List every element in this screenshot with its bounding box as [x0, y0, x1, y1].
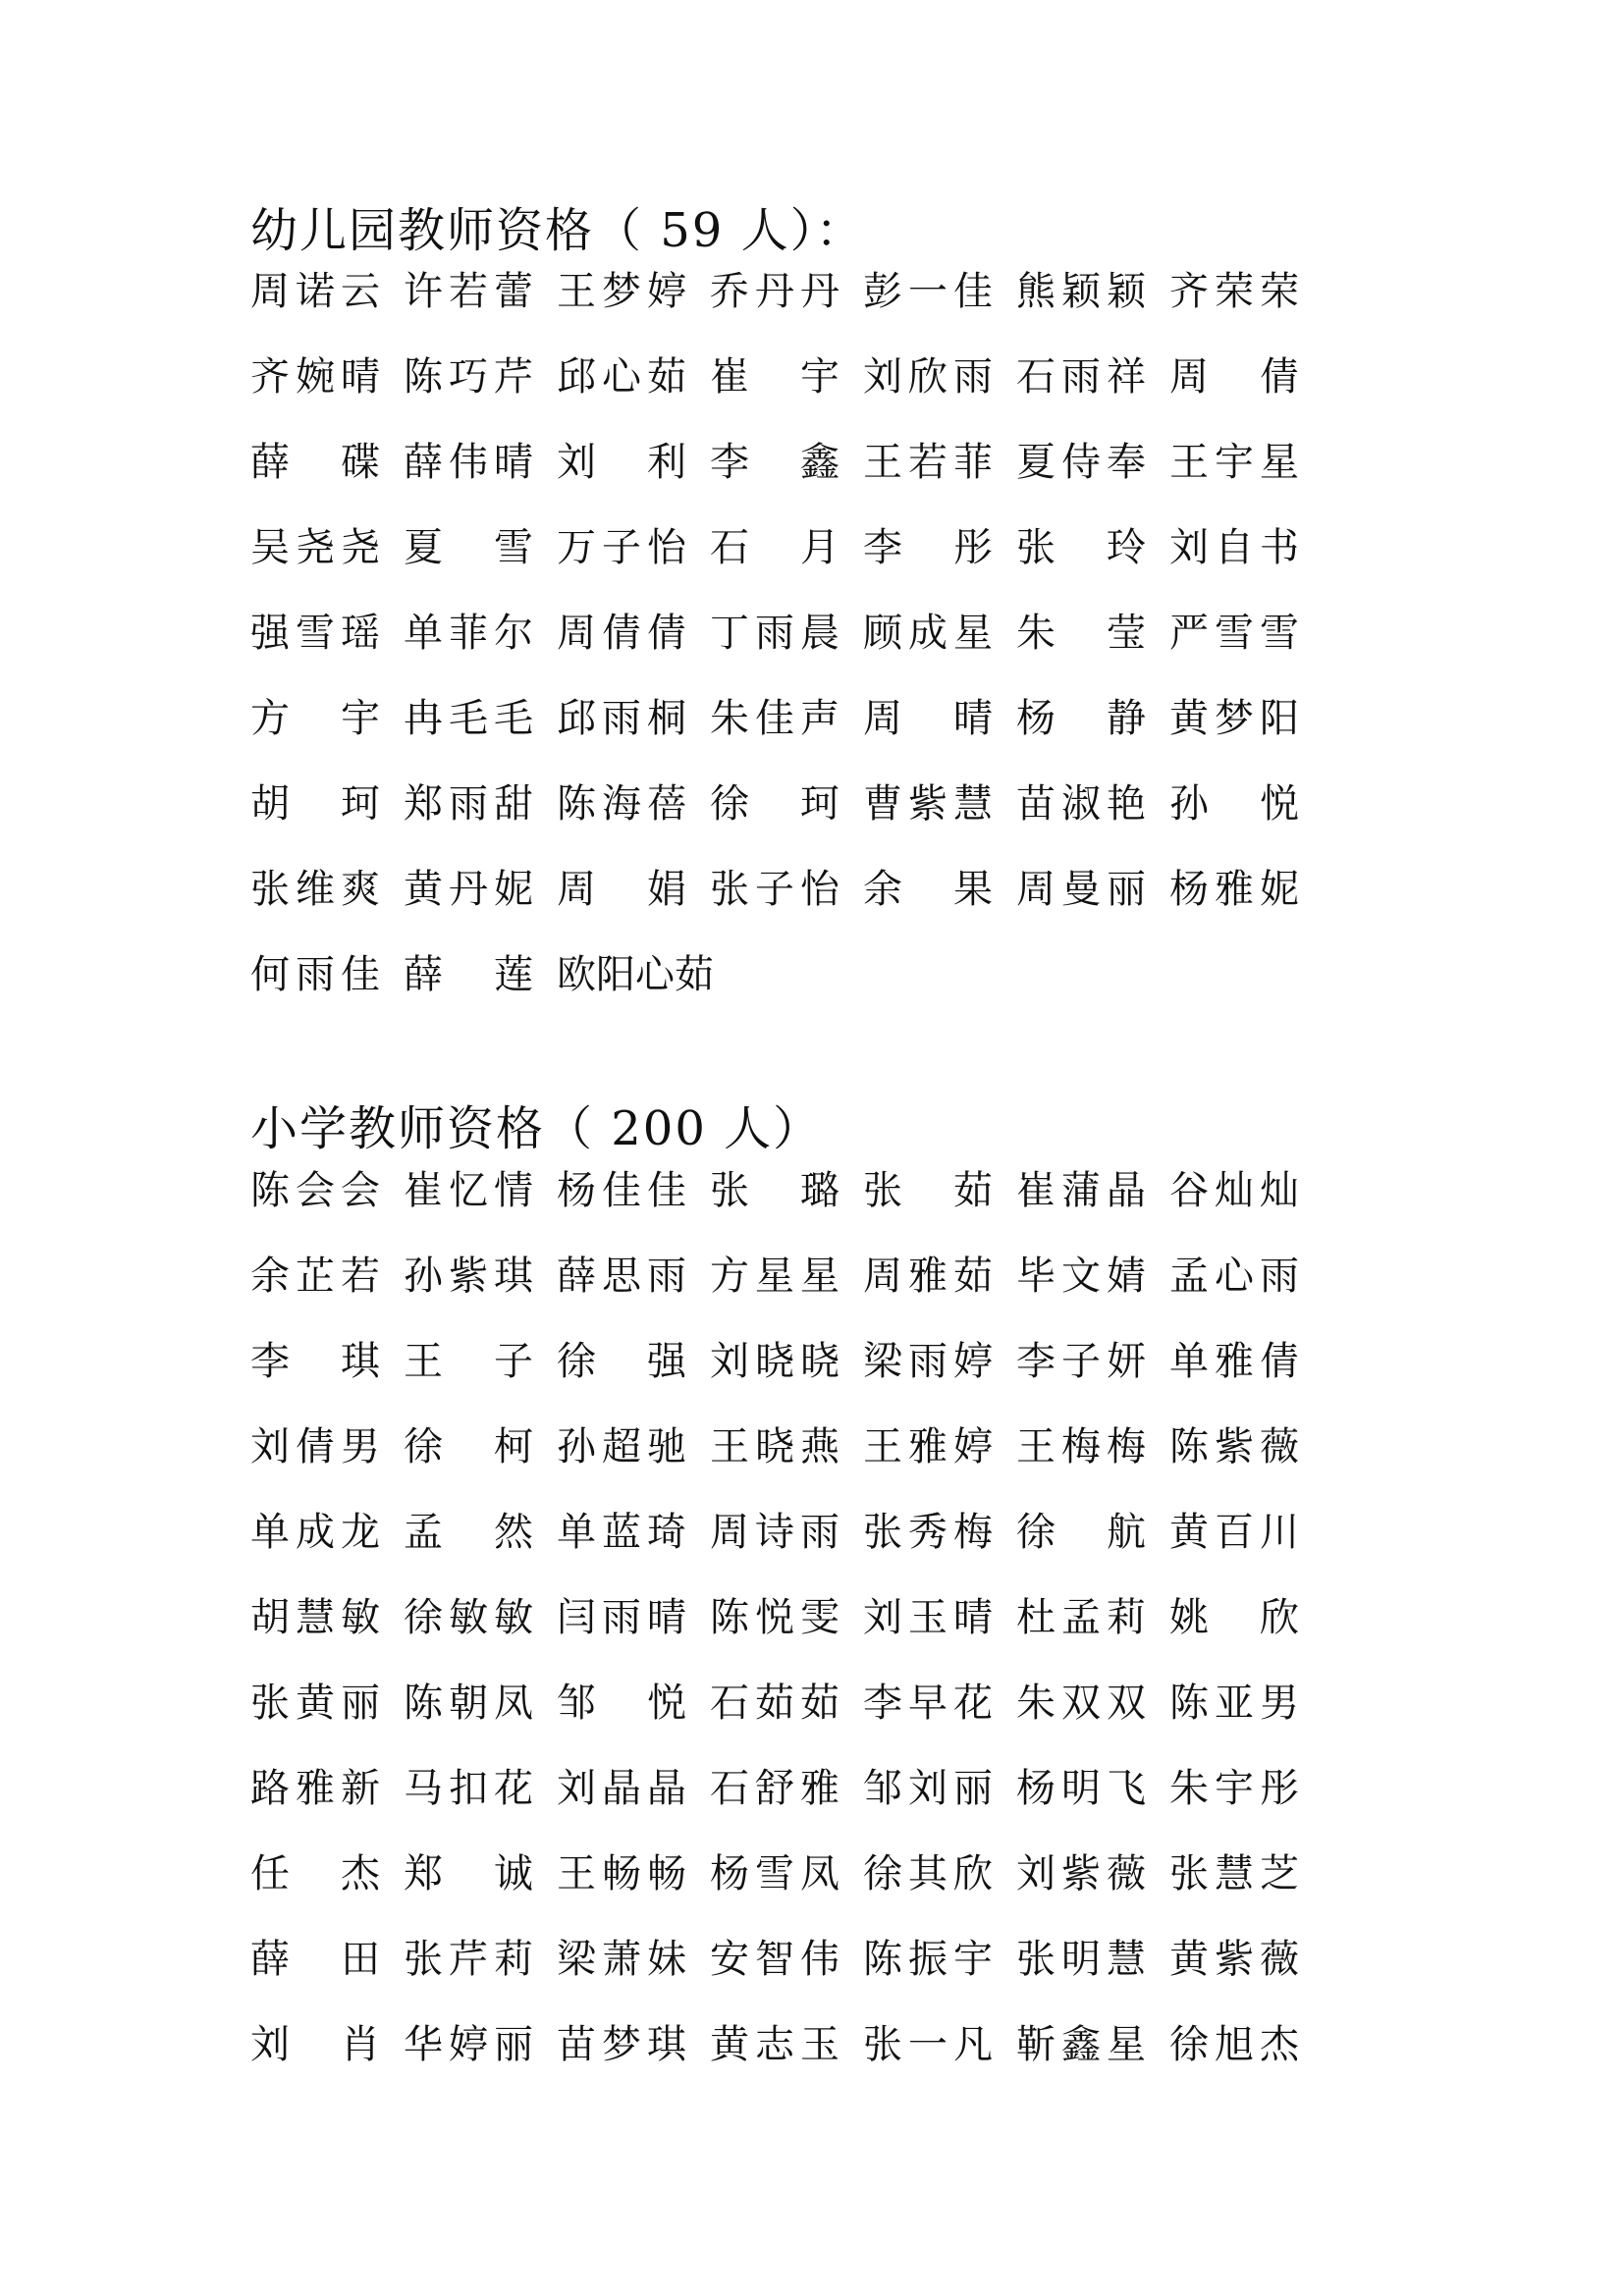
- name-entry: 周 娟: [557, 867, 686, 912]
- name-entry: 李 鑫: [710, 440, 839, 485]
- name-entry: 周 雅 茹: [863, 1254, 993, 1299]
- name-entry: 周 诺 云: [250, 269, 380, 314]
- name-entry: 张 明 慧: [1016, 1937, 1146, 1982]
- name-entry: 石 月: [710, 525, 839, 570]
- name-entry: 周 倩: [1169, 354, 1299, 400]
- name-entry: 齐 荣 荣: [1169, 269, 1299, 314]
- name-entry: 张 玲: [1016, 525, 1146, 570]
- name-entry: 徐 柯: [404, 1424, 533, 1469]
- name-entry: 陈 会 会: [250, 1168, 380, 1213]
- name-entry: 杨 佳 佳: [557, 1168, 686, 1213]
- name-entry: 周 诗 雨: [710, 1510, 839, 1555]
- name-entry: 方 宇: [250, 696, 380, 741]
- name-entry: 乔 丹 丹: [710, 269, 839, 314]
- name-entry: 陈 紫 薇: [1169, 1424, 1299, 1469]
- name-entry: 余 芷 若: [250, 1254, 380, 1299]
- name-entry: 李 子 妍: [1016, 1339, 1146, 1384]
- kindergarten-section-title: 幼儿园教师资格（ 59 人）：: [250, 203, 865, 258]
- name-entry: 朱 佳 声: [710, 696, 839, 741]
- name-entry: 黄 百 川: [1169, 1510, 1299, 1555]
- name-entry: 张 芹 莉: [404, 1937, 533, 1982]
- name-entry: 孟 心 雨: [1169, 1254, 1299, 1299]
- name-entry: 张 黄 丽: [250, 1681, 380, 1726]
- name-entry: 马 扣 花: [404, 1766, 533, 1811]
- name-entry: 杨 明 飞: [1016, 1766, 1146, 1811]
- name-entry: 王 子: [404, 1339, 533, 1384]
- name-entry: 石 舒 雅: [710, 1766, 839, 1811]
- name-entry: 周 曼 丽: [1016, 867, 1146, 912]
- name-entry: 石 茹 茹: [710, 1681, 839, 1726]
- name-entry: 陈 亚 男: [1169, 1681, 1299, 1726]
- name-entry: 王 雅 婷: [863, 1424, 993, 1469]
- name-entry: 王 晓 燕: [710, 1424, 839, 1469]
- name-entry: 李 彤: [863, 525, 993, 570]
- name-entry: 彭 一 佳: [863, 269, 993, 314]
- name-entry: 杨 静: [1016, 696, 1146, 741]
- name-entry: 冉 毛 毛: [404, 696, 533, 741]
- name-entry: 周 晴: [863, 696, 993, 741]
- name-entry: 张 慧 芝: [1169, 1851, 1299, 1896]
- name-entry: 刘 晓 晓: [710, 1339, 839, 1384]
- name-entry: 胡 珂: [250, 781, 380, 827]
- name-entry: 徐 强: [557, 1339, 686, 1384]
- name-entry: 崔 忆 情: [404, 1168, 533, 1213]
- name-entry: 陈 巧 芹: [404, 354, 533, 400]
- name-entry: 单 雅 倩: [1169, 1339, 1299, 1384]
- name-entry: 孙 悦: [1169, 781, 1299, 827]
- name-entry: 丁 雨 晨: [710, 611, 839, 656]
- name-entry: 陈 悦 雯: [710, 1595, 839, 1640]
- name-entry: 邹 刘 丽: [863, 1766, 993, 1811]
- name-entry: 薛 田: [250, 1937, 380, 1982]
- name-entry: 刘 倩 男: [250, 1424, 380, 1469]
- name-entry: 薛 莲: [404, 952, 533, 997]
- name-entry: 吴 尧 尧: [250, 525, 380, 570]
- name-entry: 邹 悦: [557, 1681, 686, 1726]
- name-entry: 徐 敏 敏: [404, 1595, 533, 1640]
- name-entry: 熊 颖 颖: [1016, 269, 1146, 314]
- kindergarten-name-list: [250, 267, 1311, 1036]
- name-entry: 欧阳心茹: [557, 952, 714, 997]
- name-entry: 孙 紫 琪: [404, 1254, 533, 1299]
- name-entry: 夏 雪: [404, 525, 533, 570]
- name-entry: 梁 萧 妹: [557, 1937, 686, 1982]
- name-entry: 姚 欣: [1169, 1595, 1299, 1640]
- name-entry: 徐 旭 杰: [1169, 2022, 1299, 2067]
- name-entry: 王 梦 婷: [557, 269, 686, 314]
- name-entry: 刘 自 书: [1169, 525, 1299, 570]
- name-entry: 何 雨 佳: [250, 952, 380, 997]
- name-entry: 路 雅 新: [250, 1766, 380, 1811]
- name-entry: 靳 鑫 星: [1016, 2022, 1146, 2067]
- name-entry: 黄 梦 阳: [1169, 696, 1299, 741]
- name-entry: 安 智 伟: [710, 1937, 839, 1982]
- name-entry: 王 宇 星: [1169, 440, 1299, 485]
- name-entry: 王 梅 梅: [1016, 1424, 1146, 1469]
- name-entry: 黄 志 玉: [710, 2022, 839, 2067]
- name-entry: 强 雪 瑶: [250, 611, 380, 656]
- name-entry: 石 雨 祥: [1016, 354, 1146, 400]
- name-entry: 邱 心 茹: [557, 354, 686, 400]
- name-entry: 邱 雨 桐: [557, 696, 686, 741]
- name-entry: 刘 紫 薇: [1016, 1851, 1146, 1896]
- name-entry: 单 蓝 琦: [557, 1510, 686, 1555]
- name-entry: 谷 灿 灿: [1169, 1168, 1299, 1213]
- name-entry: 王 若 菲: [863, 440, 993, 485]
- name-entry: 陈 海 蓓: [557, 781, 686, 827]
- name-entry: 黄 紫 薇: [1169, 1937, 1299, 1982]
- name-entry: 薛 伟 晴: [404, 440, 533, 485]
- name-entry: 严 雪 雪: [1169, 611, 1299, 656]
- name-entry: 朱 双 双: [1016, 1681, 1146, 1726]
- name-entry: 万 子 怡: [557, 525, 686, 570]
- name-entry: 夏 侍 奉: [1016, 440, 1146, 485]
- name-entry: 张 一 凡: [863, 2022, 993, 2067]
- name-entry: 徐 其 欣: [863, 1851, 993, 1896]
- name-entry: 刘 肖: [250, 2022, 380, 2067]
- name-entry: 张 茹: [863, 1168, 993, 1213]
- name-entry: 郑 雨 甜: [404, 781, 533, 827]
- name-entry: 余 果: [863, 867, 993, 912]
- name-entry: 顾 成 星: [863, 611, 993, 656]
- name-entry: 王 畅 畅: [557, 1851, 686, 1896]
- name-entry: 刘 利: [557, 440, 686, 485]
- name-entry: 闫 雨 晴: [557, 1595, 686, 1640]
- name-entry: 曹 紫 慧: [863, 781, 993, 827]
- name-entry: 黄 丹 妮: [404, 867, 533, 912]
- name-entry: 华 婷 丽: [404, 2022, 533, 2067]
- name-entry: 毕 文 婧: [1016, 1254, 1146, 1299]
- name-entry: 朱 莹: [1016, 611, 1146, 656]
- name-entry: 薛 碟: [250, 440, 380, 485]
- name-entry: 杜 孟 莉: [1016, 1595, 1146, 1640]
- name-entry: 梁 雨 婷: [863, 1339, 993, 1384]
- name-entry: 徐 珂: [710, 781, 839, 827]
- name-entry: 孟 然: [404, 1510, 533, 1555]
- name-entry: 崔 蒲 晶: [1016, 1168, 1146, 1213]
- name-entry: 周 倩 倩: [557, 611, 686, 656]
- name-entry: 陈 朝 凤: [404, 1681, 533, 1726]
- name-entry: 胡 慧 敏: [250, 1595, 380, 1640]
- name-entry: 郑 诚: [404, 1851, 533, 1896]
- name-entry: 朱 宇 彤: [1169, 1766, 1299, 1811]
- name-entry: 苗 梦 琪: [557, 2022, 686, 2067]
- name-entry: 张 维 爽: [250, 867, 380, 912]
- name-entry: 刘 玉 晴: [863, 1595, 993, 1640]
- name-entry: 张 子 怡: [710, 867, 839, 912]
- name-entry: 孙 超 驰: [557, 1424, 686, 1469]
- name-entry: 崔 宇: [710, 354, 839, 400]
- name-entry: 方 星 星: [710, 1254, 839, 1299]
- name-entry: 齐 婉 晴: [250, 354, 380, 400]
- primary-section-title: 小学教师资格（ 200 人）: [250, 1101, 823, 1156]
- name-entry: 陈 振 宇: [863, 1937, 993, 1982]
- name-entry: 张 秀 梅: [863, 1510, 993, 1555]
- name-entry: 苗 淑 艳: [1016, 781, 1146, 827]
- name-entry: 刘 欣 雨: [863, 354, 993, 400]
- name-entry: 许 若 蕾: [404, 269, 533, 314]
- name-entry: 薛 思 雨: [557, 1254, 686, 1299]
- name-entry: 张 璐: [710, 1168, 839, 1213]
- primary-name-list: [250, 1166, 1311, 2106]
- name-entry: 单 菲 尔: [404, 611, 533, 656]
- name-entry: 李 琪: [250, 1339, 380, 1384]
- name-entry: 杨 雅 妮: [1169, 867, 1299, 912]
- name-entry: 杨 雪 凤: [710, 1851, 839, 1896]
- name-entry: 徐 航: [1016, 1510, 1146, 1555]
- name-entry: 李 早 花: [863, 1681, 993, 1726]
- name-entry: 刘 晶 晶: [557, 1766, 686, 1811]
- name-entry: 任 杰: [250, 1851, 380, 1896]
- name-entry: 单 成 龙: [250, 1510, 380, 1555]
